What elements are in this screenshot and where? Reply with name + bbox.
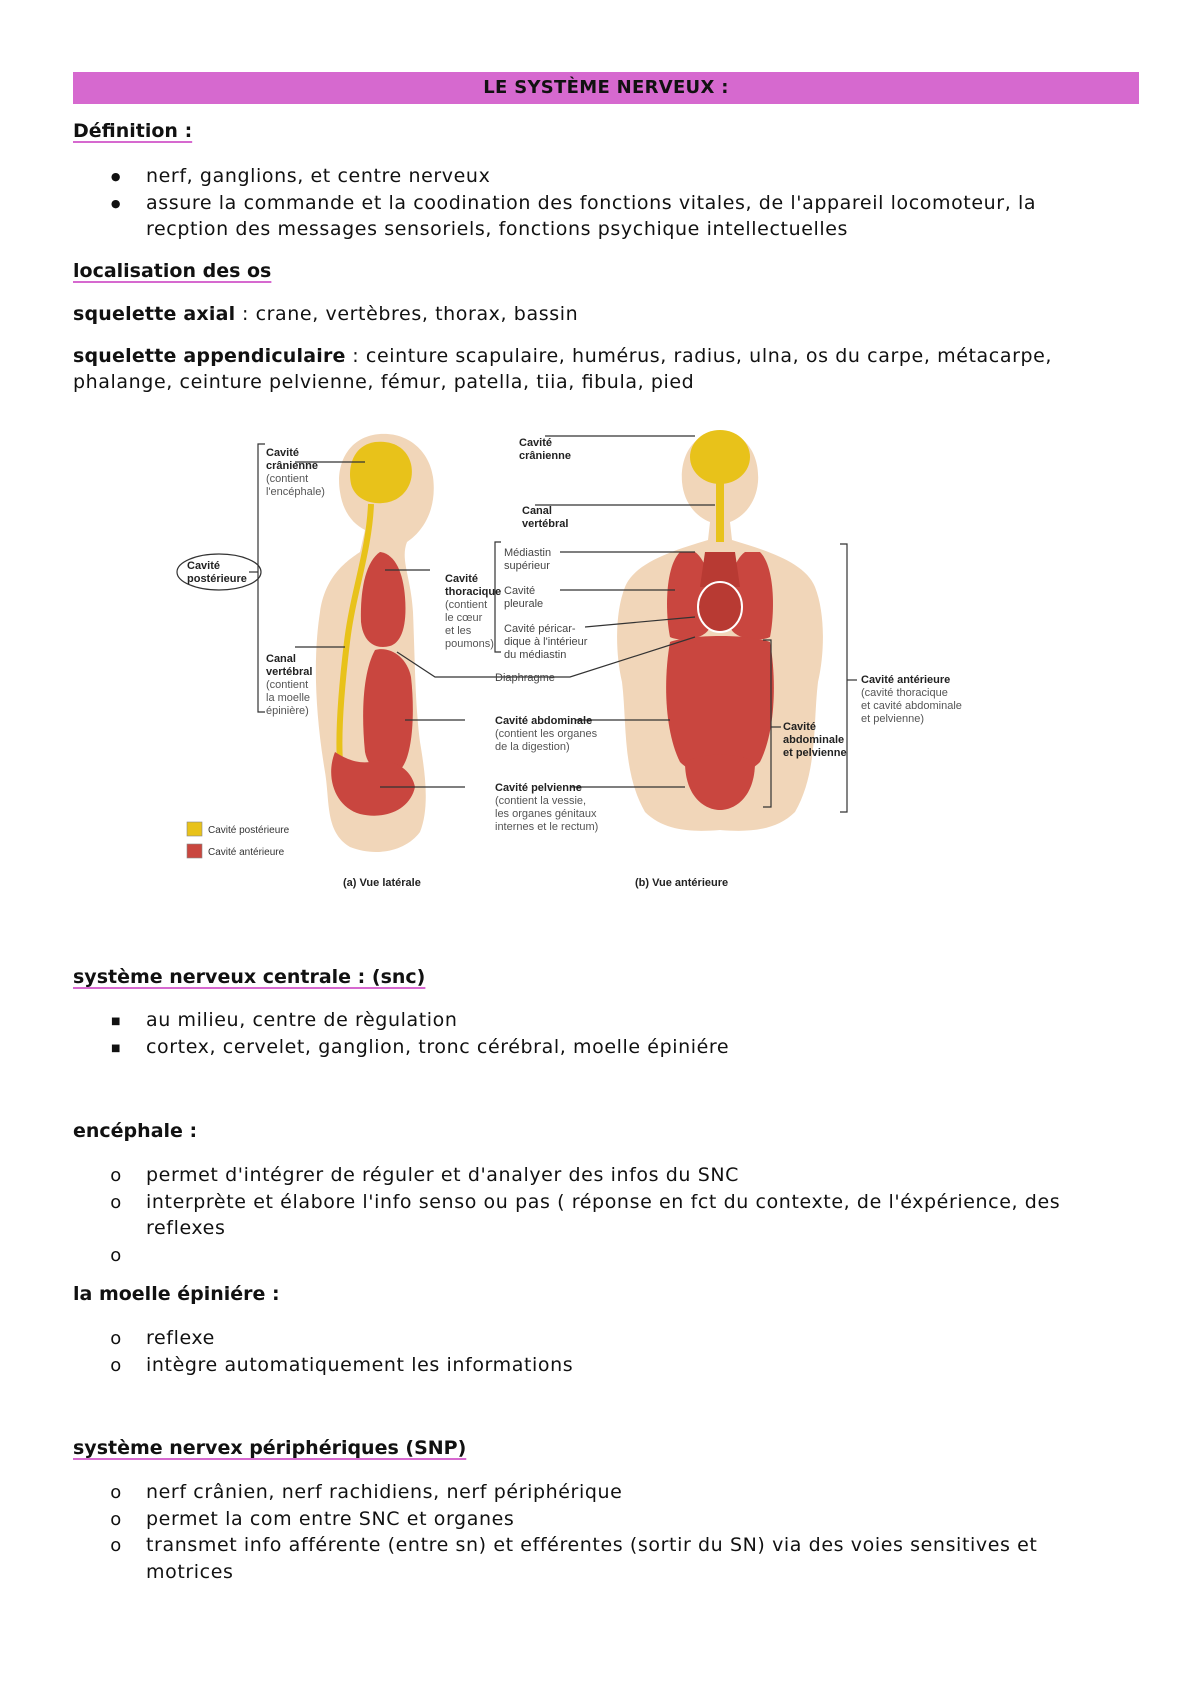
bullet-icon (109, 1532, 123, 1560)
bullet-icon (109, 1189, 123, 1217)
encephale-list (73, 1162, 1139, 1268)
label-pelvienne-1: Cavité pelvienne (495, 782, 582, 794)
localisation-heading: localisation des os (73, 260, 272, 282)
label-abdo-pelv-2: abdominale (783, 734, 845, 746)
label-b-canal-1: Canal (522, 505, 552, 517)
label-thoracique-3: (contient (445, 599, 488, 611)
label-canal-vertebral-4: la moelle (266, 692, 311, 704)
list-item-continuation: motrices (146, 1560, 234, 1583)
list-item: o intègre automatiquement les informations (73, 1352, 1139, 1379)
legend-label-anterior: Cavité antérieure (208, 847, 285, 858)
label-cavite-cranienne-3: (contient (266, 473, 309, 485)
list-item: o nerf crânien, nerf rachidiens, nerf périphérique (73, 1479, 1139, 1506)
label-cavite-cranienne-4: l'encéphale) (266, 486, 325, 498)
label-pleurale-2: pleurale (504, 598, 544, 610)
list-item: ● nerf, ganglions, et centre nerveux (73, 163, 1139, 190)
label-abdo-pelv-1: Cavité (783, 721, 817, 733)
body-cavities-figure (175, 412, 1037, 899)
label-cavite-posterieure-2: postérieure (187, 573, 247, 585)
label-canal-vertebral-1: Canal (266, 653, 296, 665)
label-pelvienne-2: (contient la vessie, (495, 795, 587, 807)
list-item-continuation: reflexes (146, 1217, 226, 1239)
pericardial-shape (698, 582, 742, 632)
definition-heading: Définition : (73, 120, 193, 142)
label-diaphragme: Diaphragme (495, 672, 555, 684)
label-thoracique-1: Cavité (445, 573, 479, 585)
legend-label-posterior: Cavité postérieure (208, 825, 290, 836)
label-cavite-cranienne-2: crânienne (266, 460, 318, 472)
list-item: ■ au milieu, centre de règulation (73, 1007, 1139, 1034)
snc-heading: système nerveux centrale : (snc) (73, 966, 426, 988)
bullet-icon (109, 1352, 123, 1380)
bullet-icon (109, 1506, 123, 1534)
list-item: ● assure la commande et la coodination des fonctions vitales, de l'appareil locomoteur, la (73, 190, 1139, 217)
snc-list (73, 1007, 1139, 1060)
bullet-icon (109, 1479, 123, 1507)
abdominal-cavity-shape (363, 649, 413, 773)
label-canal-vertebral-2: vertébral (266, 666, 313, 678)
label-pericardique-3: du médiastin (504, 649, 567, 661)
list-item: o permet la com entre SNC et organes (73, 1506, 1139, 1533)
label-cavite-cranienne-1: Cavité (266, 447, 300, 459)
label-thoracique-4: le cœur (445, 612, 483, 624)
list-item (73, 1242, 1139, 1268)
label-mediastin-1: Médiastin (504, 547, 552, 559)
bullet-icon (109, 163, 123, 193)
anterior-canal-shape (716, 482, 724, 542)
label-anterieure-3: et cavité abdominale (861, 700, 962, 712)
list-item: o interprète et élabore l'info senso ou pas ( réponse en fct du contexte, de l'éxpérience, des (73, 1189, 1139, 1216)
label-mediastin-2: supérieur (504, 560, 550, 572)
label-abdominale-1: Cavité abdominale (495, 715, 593, 727)
caption-anterior: (b) Vue antérieure (635, 877, 729, 889)
label-thoracique-5: et les (445, 625, 472, 637)
label-anterieure-4: et pelvienne) (861, 713, 924, 725)
axial-label: squelette axial (73, 303, 236, 325)
caption-lateral: (a) Vue latérale (343, 877, 421, 889)
label-abdominale-3: de la digestion) (495, 741, 570, 753)
snp-list (73, 1479, 1139, 1585)
appendicular-paragraph: squelette appendiculaire : ceinture scapulaire, humérus, radius, ulna, os du carpe, métacarpe, phalange, ceinture pelvienne, fémur, patella, tiia, ﬁbula, pied (73, 345, 1053, 393)
moelle-heading: la moelle épiniére : (73, 1283, 280, 1305)
label-pelvienne-4: internes et le rectum) (495, 821, 599, 833)
moelle-list (73, 1325, 1139, 1378)
label-b-cranienne-1: Cavité (519, 437, 553, 449)
cranial-cavity-shape (350, 442, 412, 504)
legend-swatch-anterior (187, 844, 202, 858)
label-abdo-pelv-3: et pelvienne (783, 747, 847, 759)
label-pleurale-1: Cavité (504, 585, 536, 597)
label-pericardique-2: dique à l'intérieur (504, 636, 588, 648)
bullet-icon (109, 1325, 123, 1353)
label-pelvienne-3: les organes génitaux (495, 808, 597, 820)
label-b-canal-2: vertébral (522, 518, 569, 530)
list-item: o permet d'intégrer de réguler et d'analyer des infos du SNC (73, 1162, 1139, 1189)
label-pericardique-1: Cavité péricar- (504, 623, 576, 635)
list-item: o reflexe (73, 1325, 1139, 1352)
label-b-cranienne-2: crânienne (519, 450, 571, 462)
label-abdominale-2: (contient les organes (495, 728, 598, 740)
list-item: ■ cortex, cervelet, ganglion, tronc cérébral, moelle épiniére (73, 1034, 1139, 1061)
bullet-icon (109, 1242, 123, 1270)
bullet-icon (109, 190, 123, 220)
label-canal-vertebral-3: (contient (266, 679, 309, 691)
list-item: o transmet info afférente (entre sn) et efférentes (sortir du SN) via des voies sensitives et (73, 1532, 1139, 1559)
list-item-continuation: recption des messages sensoriels, fonctions psychique intellectuelles (146, 218, 849, 240)
label-anterieure-1: Cavité antérieure (861, 674, 951, 686)
appendicular-label: squelette appendiculaire (73, 345, 346, 367)
anterior-cranial-shape (690, 430, 750, 484)
definition-list (73, 163, 1139, 243)
label-thoracique-2: thoracique (445, 586, 502, 598)
label-cavite-posterieure-1: Cavité (187, 560, 221, 572)
label-canal-vertebral-5: épinière) (266, 705, 309, 717)
label-thoracique-6: poumons) (445, 638, 494, 650)
axial-paragraph: squelette axial : crane, vertèbres, thorax, bassin (73, 303, 579, 325)
bullet-icon (109, 1162, 123, 1190)
bullet-icon (109, 1034, 123, 1065)
snp-heading: système nervex périphériques (SNP) (73, 1437, 467, 1459)
legend-swatch-posterior (187, 822, 202, 836)
encephale-heading: encéphale : (73, 1120, 198, 1142)
document-title: LE SYSTÈME NERVEUX : (73, 72, 1139, 104)
label-anterieure-2: (cavité thoracique (861, 687, 948, 699)
